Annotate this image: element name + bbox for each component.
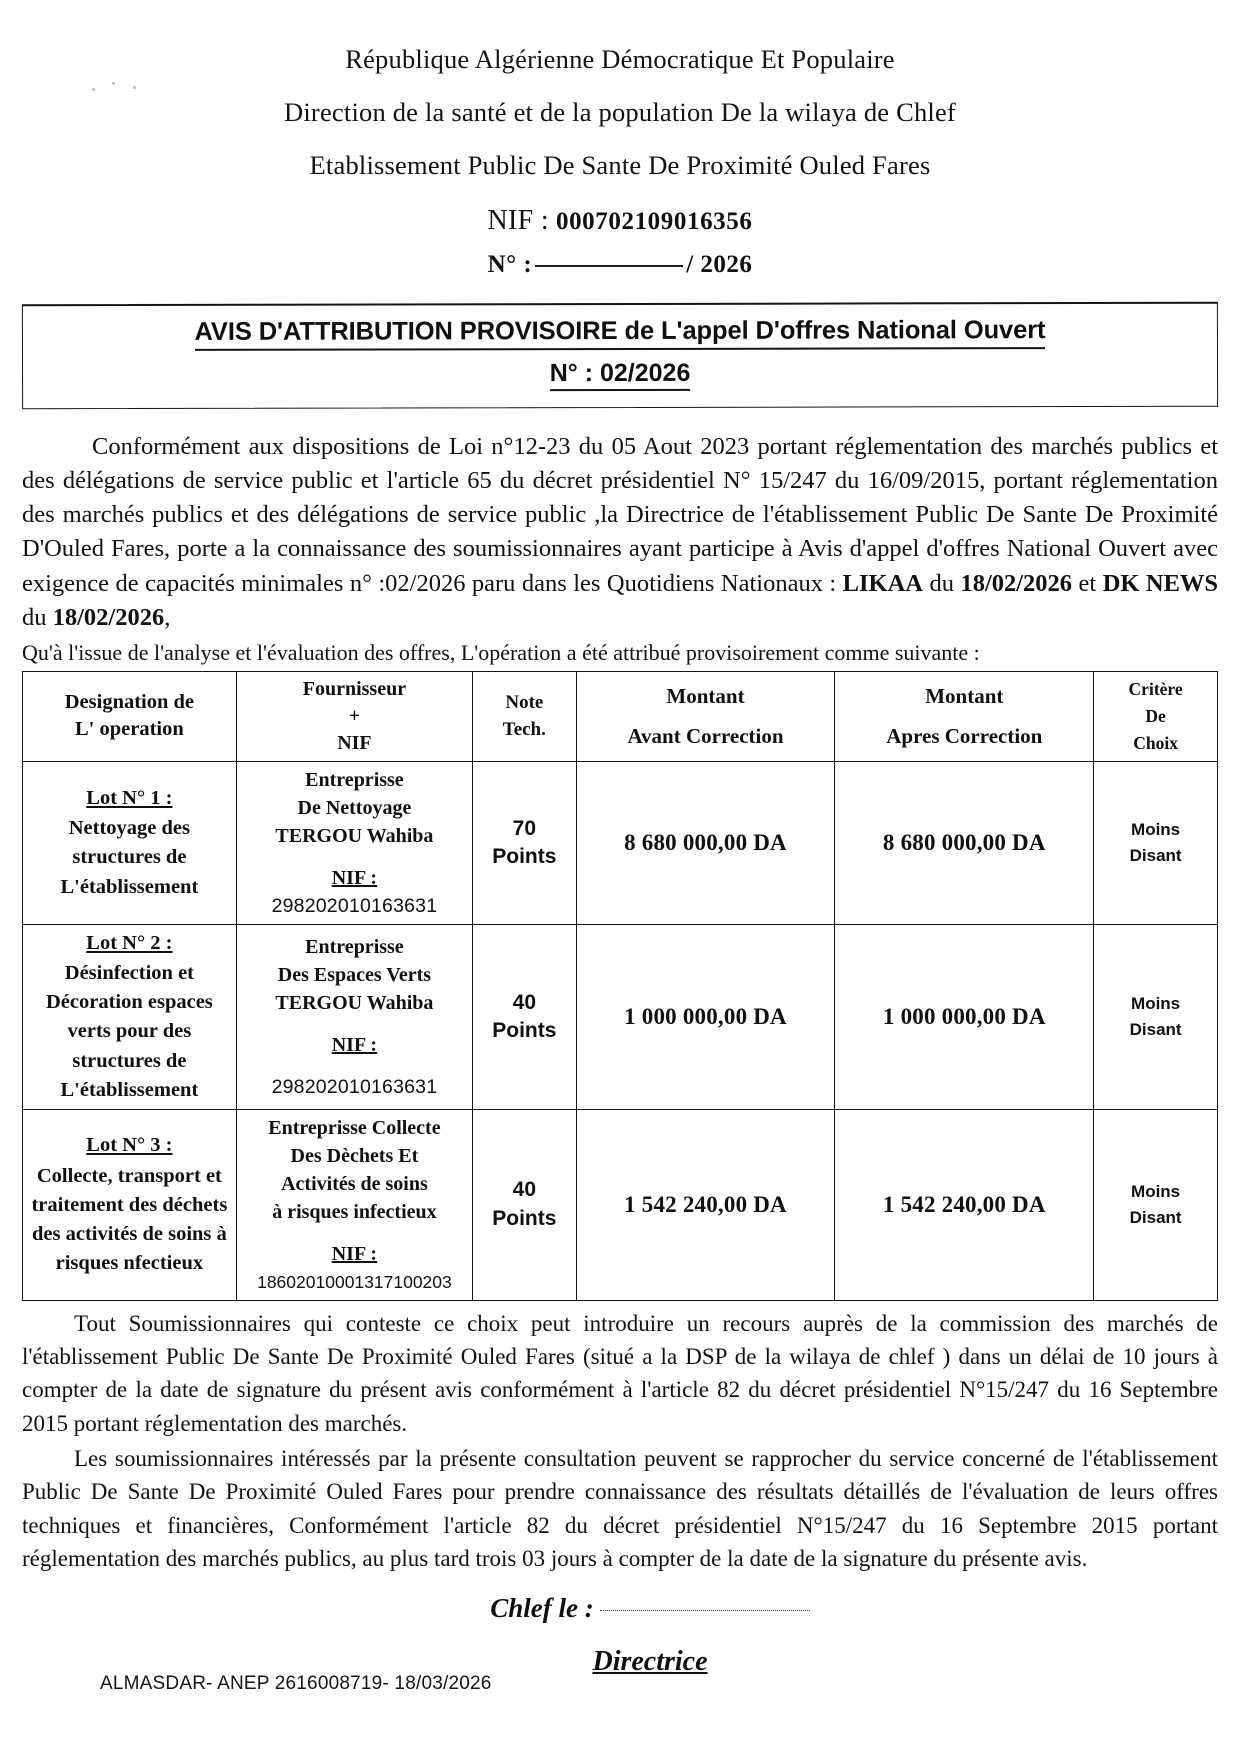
notice-title: AVIS D'ATTRIBUTION PROVISOIRE de L'appel D'offres National Ouvert xyxy=(194,316,1045,351)
signature-place-row xyxy=(0,1593,1240,1624)
fournisseur-line-3: TERGOU Wahiba xyxy=(275,991,434,1014)
scan-speck xyxy=(92,88,95,91)
header-note-tech xyxy=(473,671,577,761)
header-fournisseur-l2: + xyxy=(348,704,361,727)
header-republic-line: République Algérienne Démocratique Et Populaire xyxy=(345,44,895,74)
header-critere-l2: De xyxy=(1145,705,1166,726)
newspaper-two-du: du xyxy=(22,603,47,631)
row-critere-l2: Disant xyxy=(1129,1207,1182,1227)
signature-title-row xyxy=(0,1624,1240,1678)
fournisseur-spacer xyxy=(240,1226,469,1240)
fournisseur-spacer xyxy=(240,1017,469,1031)
row-note-tech xyxy=(473,1109,577,1300)
header-critere-l1: Critère xyxy=(1128,678,1183,699)
table-row xyxy=(23,761,1218,924)
row-note-unit: Points xyxy=(492,844,557,868)
newspaper-one-du: du xyxy=(929,569,954,597)
row-montant-avant: 1 000 000,00 DA xyxy=(576,925,835,1110)
fournisseur-line-2: Des Espaces Verts xyxy=(277,963,432,986)
table-row xyxy=(23,925,1218,1110)
row-designation xyxy=(23,761,237,924)
row-designation-text: Nettoyage des structures de L'établissement xyxy=(60,817,199,898)
row-nif-label: NIF : xyxy=(331,1242,378,1265)
row-note-unit: Points xyxy=(492,1018,557,1042)
row-note-unit: Points xyxy=(492,1206,557,1230)
row-designation-text: Collecte, transport et traitement des déchets des activités de soins à risques nfectieux xyxy=(31,1164,228,1274)
signature-title: Directrice xyxy=(592,1646,708,1678)
header-montant-apres xyxy=(835,671,1094,761)
row-note-value: 40 xyxy=(512,990,537,1014)
fournisseur-spacer-2 xyxy=(240,1059,469,1073)
header-critere-choix xyxy=(1094,671,1218,761)
header-montant-apres-l1: Montant xyxy=(925,683,1004,708)
row-note-value: 40 xyxy=(512,1178,537,1202)
newspaper-one-date: 18/02/2026 xyxy=(960,569,1073,597)
footer-paragraphs xyxy=(22,1307,1218,1576)
footer-para2-text: Les soumissionnaires intéressés par la présente consultation peuvent se rapprocher du service concerné de l'établissement Public De Sante De Proximité Ouled Fares pour prendre connaissance des résultats détaillés de l'évaluation de leurs offres techniques et financières, Conformément l'article 82 du décret présidentiel N°15/247 du 16 Septembre 2015 portant réglementation des marchés publics, au plus tard trois 03 jours à compter de la date de la signature du présente avis. xyxy=(22,1446,1218,1572)
header-montant-avant-l1: Montant xyxy=(666,683,745,708)
row-designation xyxy=(23,925,237,1110)
notice-title-box xyxy=(22,301,1218,409)
row-nif-label: NIF : xyxy=(331,1033,378,1056)
nif-label: NIF : xyxy=(487,204,549,236)
notice-body-paragraph xyxy=(22,430,1218,636)
row-nif-label: NIF : xyxy=(331,866,378,889)
fournisseur-line-1: Entreprisse xyxy=(305,768,404,791)
header-number-line xyxy=(0,251,1240,279)
row-fournisseur xyxy=(236,761,472,924)
table-intro-line: Qu'à l'issue de l'analyse et l'évaluation des offres, L'opération a été attribué provisoirement comme suivante : xyxy=(22,640,980,666)
header-establishment-line: Etablissement Public De Sante De Proximité Ouled Fares xyxy=(309,150,931,180)
header-fournisseur-l3: NIF xyxy=(337,731,372,754)
row-designation xyxy=(23,1109,237,1300)
header-note-l1: Note xyxy=(505,692,544,714)
row-fournisseur xyxy=(236,1109,472,1300)
fournisseur-line-3: Activités de soins xyxy=(281,1172,428,1195)
number-year: / 2026 xyxy=(686,250,753,278)
row-designation-text: Désinfection et Décoration espaces verts pour des structures de L'établissement xyxy=(45,962,213,1101)
header-nif-line xyxy=(0,205,1240,237)
row-montant-apres: 1 542 240,00 DA xyxy=(835,1109,1094,1300)
table-row xyxy=(23,1109,1218,1300)
header-direction-line: Direction de la santé et de la population De la wilaya de Chlef xyxy=(284,96,956,127)
header-fournisseur xyxy=(236,671,472,761)
newspaper-end-punct: , xyxy=(164,603,171,631)
row-lot-label: Lot N° 3 : xyxy=(86,1134,173,1157)
footer-paragraph-recours xyxy=(22,1307,1218,1440)
newspaper-two-name: DK NEWS xyxy=(1102,569,1219,597)
row-nif-value: 18602010001317100203 xyxy=(257,1271,452,1292)
newspaper-two-date: 18/02/2026 xyxy=(52,603,165,631)
row-critere-l1: Moins xyxy=(1131,820,1181,840)
fournisseur-spacer xyxy=(240,850,469,864)
number-label: N° : xyxy=(487,250,533,278)
newspaper-one-name: LIKAA xyxy=(842,569,923,597)
row-lot-label: Lot N° 2 : xyxy=(86,932,173,955)
row-montant-apres: 1 000 000,00 DA xyxy=(835,925,1094,1110)
award-table xyxy=(22,671,1218,1301)
newspaper-conjunction: et xyxy=(1078,569,1097,597)
fournisseur-line-2: De Nettoyage xyxy=(297,796,412,819)
notice-title-number: N° : 02/2026 xyxy=(550,358,691,390)
row-critere-choix xyxy=(1094,1109,1218,1300)
row-critere-l2: Disant xyxy=(1129,1019,1182,1039)
anep-reference: ALMASDAR- ANEP 2616008719- 18/03/2026 xyxy=(100,1673,492,1695)
nif-value: 000702109016356 xyxy=(555,207,753,235)
header-designation-l2: L' operation xyxy=(75,718,184,741)
header-montant-apres-l2: Apres Correction xyxy=(886,724,1043,749)
row-montant-avant: 8 680 000,00 DA xyxy=(576,761,835,924)
footer-para1-text: Tout Soumissionnaires qui conteste ce choix peut introduire un recours auprès de la commission des marchés de l'établissement Public De Sante De Proximité Ouled Fares (situé a la DSP de la wilaya de chlef ) dans un délai de 10 jours à compter de la date de signature du présent avis conformément à l'article 82 du décret présidentiel N°15/247 du 16 Septembre 2015 portant réglementation des marchés. xyxy=(22,1310,1218,1436)
header-montant-avant xyxy=(576,671,835,761)
row-nif-value: 298202010163631 xyxy=(271,1075,438,1098)
fournisseur-line-3: TERGOU Wahiba xyxy=(275,824,434,847)
row-critere-l1: Moins xyxy=(1131,1182,1181,1202)
row-montant-apres: 8 680 000,00 DA xyxy=(835,761,1094,924)
scan-speck xyxy=(133,86,136,89)
footer-paragraph-consultation xyxy=(22,1442,1218,1575)
header-designation-l1: Designation de xyxy=(64,690,195,713)
row-critere-l2: Disant xyxy=(1129,845,1182,865)
header-montant-avant-l2: Avant Correction xyxy=(627,724,784,749)
row-note-tech xyxy=(473,925,577,1110)
fournisseur-line-2: Des Dèchets Et xyxy=(290,1144,419,1167)
fournisseur-line-1: Entreprisse Collecte xyxy=(268,1116,441,1139)
row-critere-l1: Moins xyxy=(1131,994,1181,1014)
row-note-tech xyxy=(473,761,577,924)
signature-place-label: Chlef le : xyxy=(490,1593,594,1624)
row-critere-choix xyxy=(1094,925,1218,1110)
signature-area xyxy=(0,1593,1240,1703)
header-critere-l3: Choix xyxy=(1133,732,1178,753)
signature-date-blank xyxy=(600,1610,810,1611)
row-montant-avant: 1 542 240,00 DA xyxy=(576,1109,835,1300)
body-paragraph-text: Conformément aux dispositions de Loi n°12-23 du 05 Aout 2023 portant réglementation des marchés publics et des délégations de service public et l'article 65 du décret présidentiel N° 15/247 du 16/09/2015, portant réglementation des marchés publics et des délégations de service public ,la Directrice de l'établissement Public De Sante De Proximité D'Ouled Fares, porte a la connaissance des soumissionnaires ayant participe à Avis d'appel d'offres National Ouvert avec exigence de capacités minimales n° :02/2026 paru dans les Quotidiens Nationaux : xyxy=(22,432,1218,597)
number-blank-rule xyxy=(535,265,683,267)
header-note-l2: Tech. xyxy=(502,719,546,741)
header-fournisseur-l1: Fournisseur xyxy=(302,677,407,700)
header-designation xyxy=(23,671,237,761)
fournisseur-line-4: à risques infectieux xyxy=(272,1200,437,1223)
table-header-row xyxy=(23,671,1218,761)
row-fournisseur xyxy=(236,925,472,1110)
row-nif-value: 298202010163631 xyxy=(271,894,438,917)
scan-speck xyxy=(112,82,115,85)
row-lot-label: Lot N° 1 : xyxy=(86,787,173,810)
document-header xyxy=(0,0,1240,279)
row-note-value: 70 xyxy=(512,816,537,840)
row-critere-choix xyxy=(1094,761,1218,924)
fournisseur-line-1: Entreprisse xyxy=(305,935,404,958)
